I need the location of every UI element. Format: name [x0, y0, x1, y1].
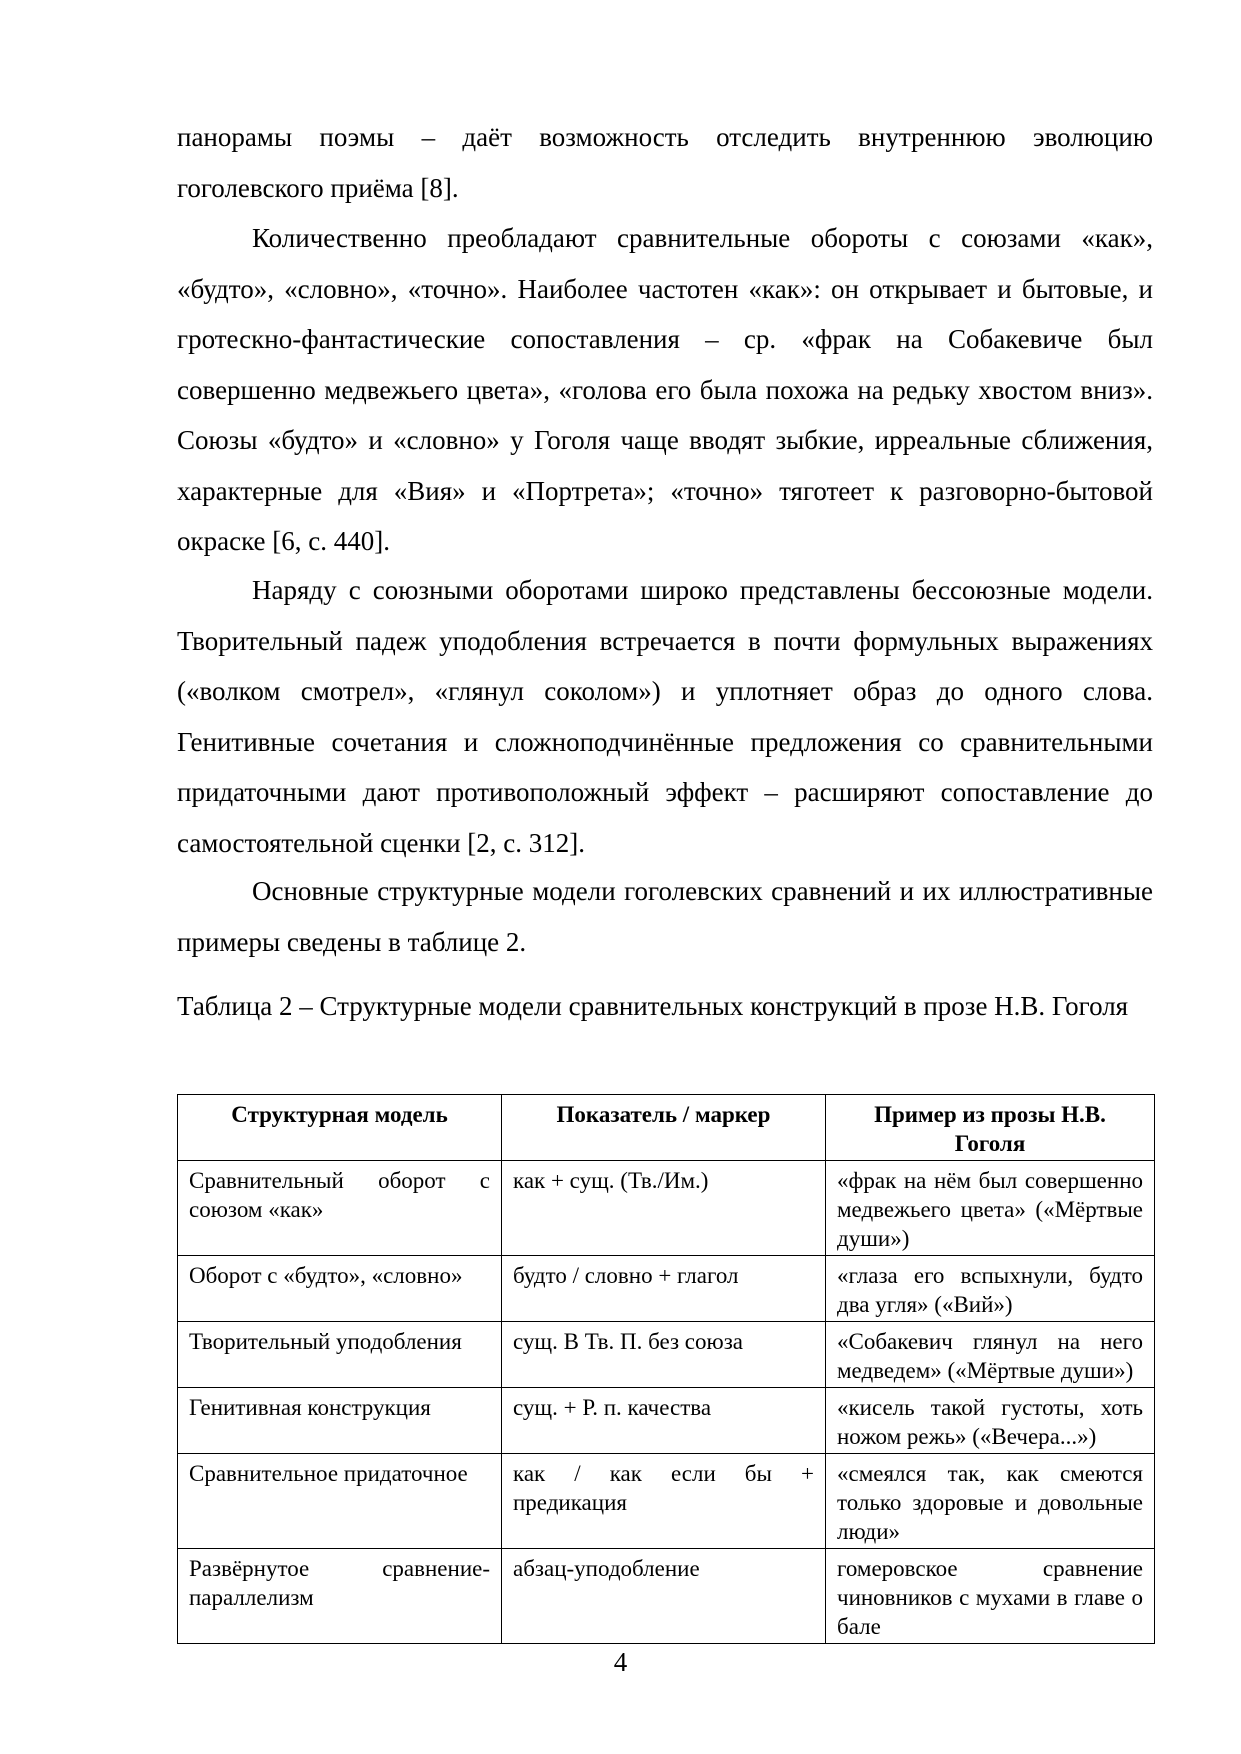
page-number: 4: [613, 1647, 628, 1677]
comparison-models-table: [177, 1094, 1155, 1644]
marker-cell: как + сущ. (Тв./Им.): [502, 1161, 826, 1256]
table-row: [178, 1161, 1155, 1256]
marker-cell: абзац-уподобление: [502, 1549, 826, 1644]
marker-cell: как / как если бы + предикация: [502, 1454, 826, 1549]
table-row: [178, 1454, 1155, 1549]
paragraph-3: Наряду с союзными оборотами широко представлены бессоюзные модели. Творительный падеж уподобления встречается в почти формульных выражениях («волком смотрел», «глянул соколом») и уплотняет образ до одного слова. Генитивные сочетания и сложноподчинённые предложения со сравнительными придаточными дают противоположный эффект – расширяют сопоставление до самостоятельной сценки [2, с. 312].: [177, 575, 1153, 858]
marker-cell: будто / словно + глагол: [502, 1256, 826, 1322]
model-cell: Генитивная конструкция: [178, 1388, 502, 1454]
paragraph-4: Основные структурные модели гоголевских сравнений и их иллюстративные примеры сведены в таблице 2.: [177, 876, 1153, 957]
example-cell: «фрак на нём был совершенно медвежьего цвета» («Мёртвые души»): [826, 1161, 1155, 1256]
column-header-marker: Показатель / маркер: [502, 1095, 826, 1161]
example-cell: «глаза его вспыхнули, будто два угля» («Вий»): [826, 1256, 1155, 1322]
model-cell: Развёрнутое сравнение-параллелизм: [178, 1549, 502, 1644]
marker-cell: сущ. В Тв. П. без союза: [502, 1322, 826, 1388]
example-cell: «кисель такой густоты, хоть ножом режь» («Вечера...»): [826, 1388, 1155, 1454]
example-cell: «смеялся так, как смеются только здоровые и довольные люди»: [826, 1454, 1155, 1549]
marker-cell: сущ. + Р. п. качества: [502, 1388, 826, 1454]
column-header-model: Структурная модель: [178, 1095, 502, 1161]
model-cell: Сравнительный оборот с союзом «как»: [178, 1161, 502, 1256]
paragraph-2: Количественно преобладают сравнительные обороты с союзами «как», «будто», «словно», «точно». Наиболее частотен «как»: он открывает и бытовые, и гротескно-фантастические сопоставления – ср. «фрак на Собакевиче был совершенно медвежьего цвета», «голова его была похожа на редьку хвостом вниз». Союзы «будто» и «словно» у Гоголя чаще вводят зыбкие, ирреальные сближения, характерные для «Вия» и «Портрета»; «точно» тяготеет к разговорно-бытовой окраске [6, с. 440].: [177, 223, 1153, 556]
table-row: [178, 1549, 1155, 1644]
example-cell: гомеровское сравнение чиновников с мухами в главе о бале: [826, 1549, 1155, 1644]
model-cell: Сравнительное придаточное: [178, 1454, 502, 1549]
table-caption: Таблица 2 – Структурные модели сравнительных конструкций в прозе Н.В. Гоголя: [177, 991, 1129, 1021]
table-row: [178, 1388, 1155, 1454]
table-header-row: [178, 1095, 1155, 1161]
model-cell: Оборот с «будто», «словно»: [178, 1256, 502, 1322]
example-cell: «Собакевич глянул на него медведем» («Мёртвые души»): [826, 1322, 1155, 1388]
table-row: [178, 1322, 1155, 1388]
table-row: [178, 1256, 1155, 1322]
column-header-example: Пример из прозы Н.В. Гоголя: [826, 1095, 1155, 1161]
paragraph-1: панорамы поэмы – даёт возможность отследить внутреннюю эволюцию гоголевского приёма [8].: [177, 122, 1153, 203]
model-cell: Творительный уподобления: [178, 1322, 502, 1388]
